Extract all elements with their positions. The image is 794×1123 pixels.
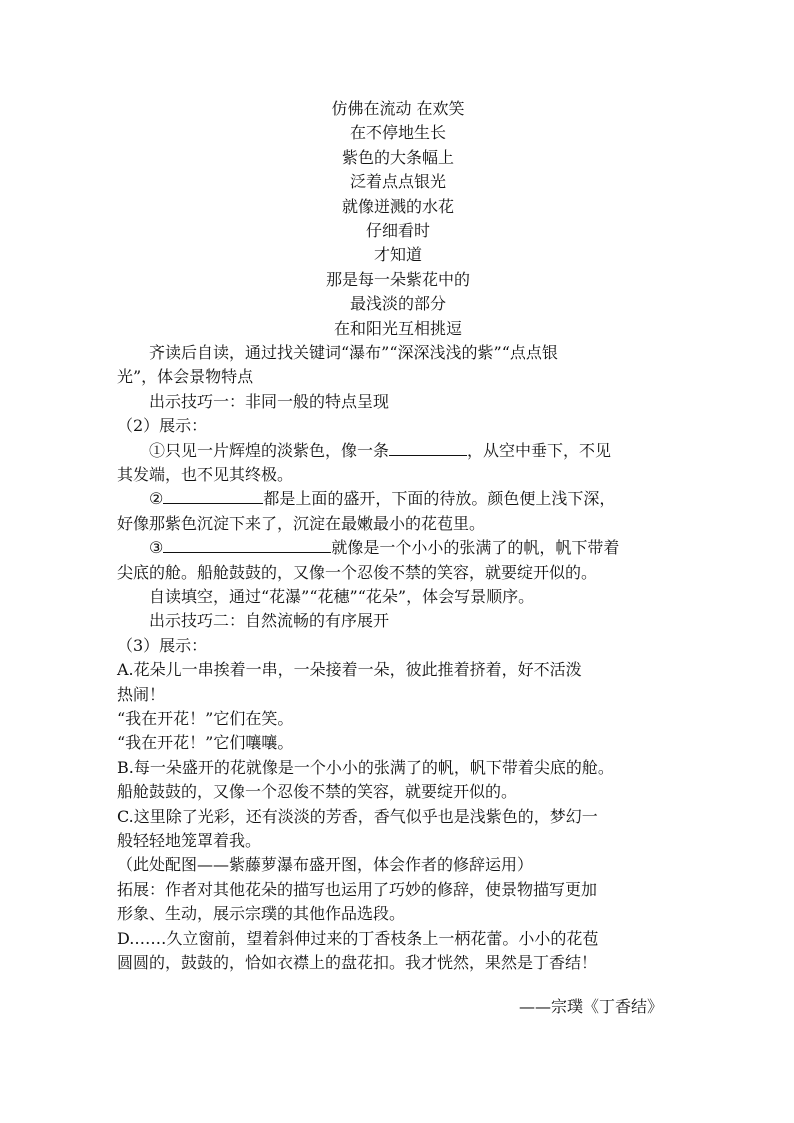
tip-two: [117, 609, 679, 633]
fill-item-3-line-2: 尖底的舱。船舱鼓鼓的，又像一个忍俊不禁的笑容，就要绽开似的。: [117, 562, 598, 582]
option-b-line-2: 船舱鼓鼓的，又像一个忍俊不禁的笑容，就要绽开似的。: [117, 782, 518, 802]
show-3-heading-text: （3）展示：: [117, 635, 208, 655]
option-b: [117, 756, 679, 805]
poem-line: 在不停地生长: [349, 123, 446, 143]
option-c: [117, 805, 679, 854]
fill-item-2-line-1: [117, 487, 679, 511]
poem-line: 泛着点点银光: [349, 172, 446, 192]
option-a: [117, 658, 679, 707]
extension: [117, 878, 679, 927]
poem-line: 那是每一朵紫花中的: [325, 269, 470, 289]
fill-note-text: 自读填空，通过“花瀑”“花穗”“花朵”，体会写景顺序。: [149, 586, 535, 606]
fill-item-2-text-b: 都是上面的盛开，下面的待放。颜色便上浅下深，: [263, 489, 616, 509]
figure-note-text: （此处配图——紫藤萝瀑布盛开图，体会作者的修辞运用）: [117, 855, 534, 875]
quote-2: [117, 731, 679, 755]
poem-excerpt: [117, 97, 679, 341]
reading-note: [117, 341, 679, 390]
poem-line: 仔细看时: [365, 220, 430, 240]
fill-item-1-line-2: 其发端，也不见其终极。: [117, 464, 294, 484]
reading-note-line-2: 光”，体会景物特点: [117, 367, 254, 387]
quote-1: [117, 707, 679, 731]
poem-line: 紫色的大条幅上: [341, 147, 454, 167]
poem-line: 才知道: [373, 245, 422, 265]
show-3-heading: [117, 634, 679, 658]
fill-item-1-text-b: ，从空中垂下，不见: [467, 440, 612, 460]
option-d-line-2: 圆圆的，鼓鼓的，恰如衣襟上的盘花扣。我才恍然，果然是丁香结！: [117, 953, 598, 973]
option-b-line-1: B.每一朵盛开的花就像是一个小小的张满了的帆，帆下带着尖底的舱。: [117, 757, 614, 777]
fill-item-2: [117, 487, 679, 536]
option-d-line-1: D.……久立窗前，望着斜伸过来的丁香枝条上一柄花蕾。小小的花苞: [117, 928, 599, 948]
tip-two-text: 出示技巧二：自然流畅的有序展开: [149, 611, 390, 631]
fill-item-1-line-1: [117, 439, 679, 463]
fill-blank-3[interactable]: [163, 536, 331, 553]
poem-line: 就像迸溅的水花: [341, 196, 454, 216]
option-a-line-2: 热闹！: [117, 684, 166, 704]
fill-item-2-number: ②: [149, 489, 164, 509]
tip-one-text: 出示技巧一：非同一般的特点呈现: [149, 391, 390, 411]
source-signature: ——宗璞《丁香结》: [518, 997, 663, 1017]
fill-item-1: [117, 439, 679, 488]
document-page: [117, 97, 679, 1020]
poem-line: 仿佛在流动 在欢笑: [331, 99, 465, 118]
show-2-heading-text: （2）展示：: [117, 416, 208, 436]
tip-one: [117, 390, 679, 414]
fill-item-3-text-b: 就像是一个小小的张满了的帆，帆下带着: [331, 538, 620, 558]
extension-line-2: 形象、生动，展示宗璞的其他作品选段。: [117, 904, 406, 924]
poem-line: 最浅淡的部分: [349, 294, 446, 314]
fill-blank-2[interactable]: [163, 487, 263, 504]
figure-note: [117, 853, 679, 877]
extension-line-1: 拓展：作者对其他花朵的描写也运用了巧妙的修辞，使景物描写更加: [117, 879, 598, 899]
poem-line: 在和阳光互相挑逗: [333, 318, 462, 338]
fill-item-2-line-2: 好像那紫色沉淀下来了，沉淀在最嫩最小的花苞里。: [117, 513, 486, 533]
option-a-line-1: A.花朵儿一串挨着一串，一朵接着一朵，彼此推着挤着，好不活泼: [117, 660, 582, 680]
fill-note: [117, 585, 679, 609]
option-c-line-1: C.这里除了光彩，还有淡淡的芳香，香气似乎也是浅紫色的，梦幻一: [117, 806, 598, 826]
option-c-line-2: 般轻轻地笼罩着我。: [117, 831, 262, 851]
show-2-heading: [117, 414, 679, 438]
fill-item-3-line-1: [117, 536, 679, 560]
quote-2-text: “我在开花！”它们嚷嚷。: [117, 733, 294, 753]
fill-item-3: [117, 536, 679, 585]
fill-item-3-number: ③: [149, 538, 164, 558]
fill-item-1-text-a: ①只见一片辉煌的淡紫色，像一条: [149, 440, 390, 460]
option-d: [117, 927, 679, 976]
quote-1-text: “我在开花！”它们在笑。: [117, 709, 294, 728]
fill-blank-1[interactable]: [389, 439, 467, 456]
reading-note-line-1: 齐读后自读，通过找关键词“瀑布”“深深浅浅的紫”“点点银: [149, 342, 558, 362]
